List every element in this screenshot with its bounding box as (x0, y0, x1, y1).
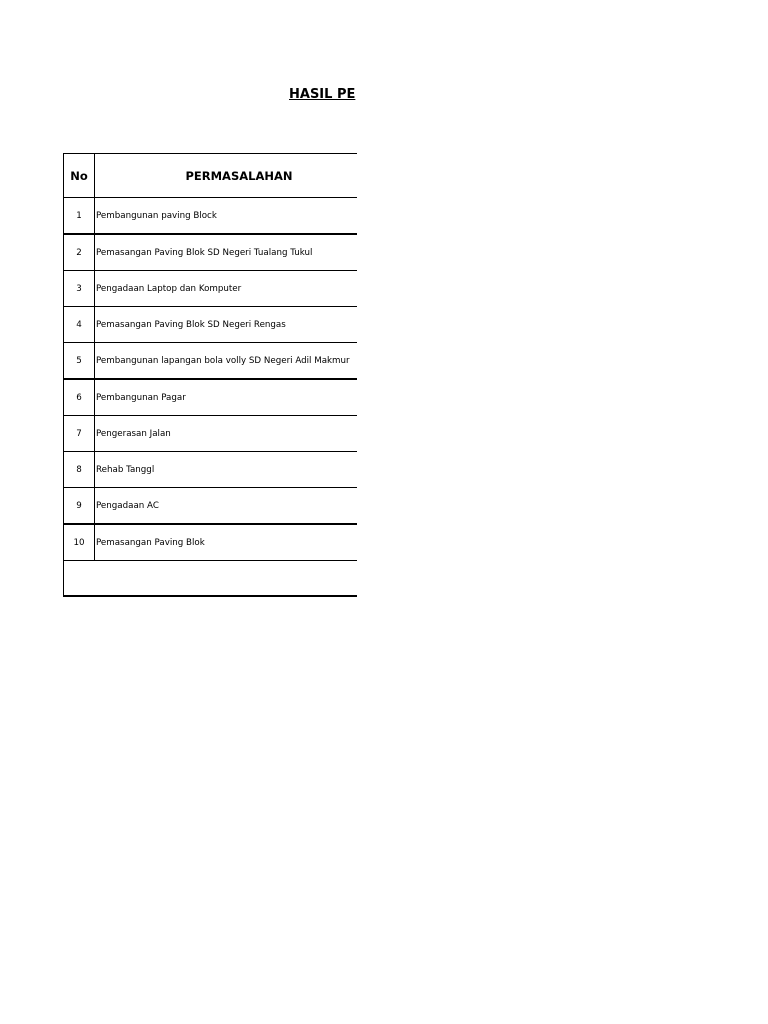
row-number: 7 (64, 416, 95, 452)
row-number: 2 (64, 234, 95, 271)
row-problem: Pembangunan Pagar (95, 379, 358, 416)
column-header-no: No (64, 154, 95, 198)
report-table-container (63, 153, 357, 597)
table-row (64, 307, 358, 343)
row-problem: Pengadaan Laptop dan Komputer (95, 271, 358, 307)
row-number: 8 (64, 452, 95, 488)
row-problem: Rehab Tanggl (95, 452, 358, 488)
row-problem: Pengadaan AC (95, 488, 358, 525)
column-header-problem: PERMASALAHAN (95, 154, 358, 198)
table-footer-row (64, 561, 358, 597)
table-row (64, 271, 358, 307)
row-problem: Pembangunan lapangan bola volly SD Negeri Adil Makmur (95, 343, 358, 380)
footer-cell-blank (95, 561, 358, 597)
row-number: 9 (64, 488, 95, 525)
row-number: 1 (64, 198, 95, 235)
table-row (64, 198, 358, 235)
page-title: HASIL PE (289, 87, 356, 102)
row-number: 5 (64, 343, 95, 380)
report-table (63, 153, 357, 597)
table-row (64, 343, 358, 380)
row-problem: Pembangunan paving Block (95, 198, 358, 235)
row-number: 4 (64, 307, 95, 343)
footer-cell-blank (64, 561, 95, 597)
table-header-row (64, 154, 358, 198)
row-problem: Pemasangan Paving Blok SD Negeri Rengas (95, 307, 358, 343)
table-row (64, 488, 358, 525)
table-row (64, 379, 358, 416)
table-row (64, 416, 358, 452)
table-row (64, 524, 358, 561)
row-number: 6 (64, 379, 95, 416)
row-number: 3 (64, 271, 95, 307)
row-number: 10 (64, 524, 95, 561)
row-problem: Pemasangan Paving Blok (95, 524, 358, 561)
row-problem: Pengerasan Jalan (95, 416, 358, 452)
row-problem: Pemasangan Paving Blok SD Negeri Tualang Tukul (95, 234, 358, 271)
table-row (64, 452, 358, 488)
table-row (64, 234, 358, 271)
